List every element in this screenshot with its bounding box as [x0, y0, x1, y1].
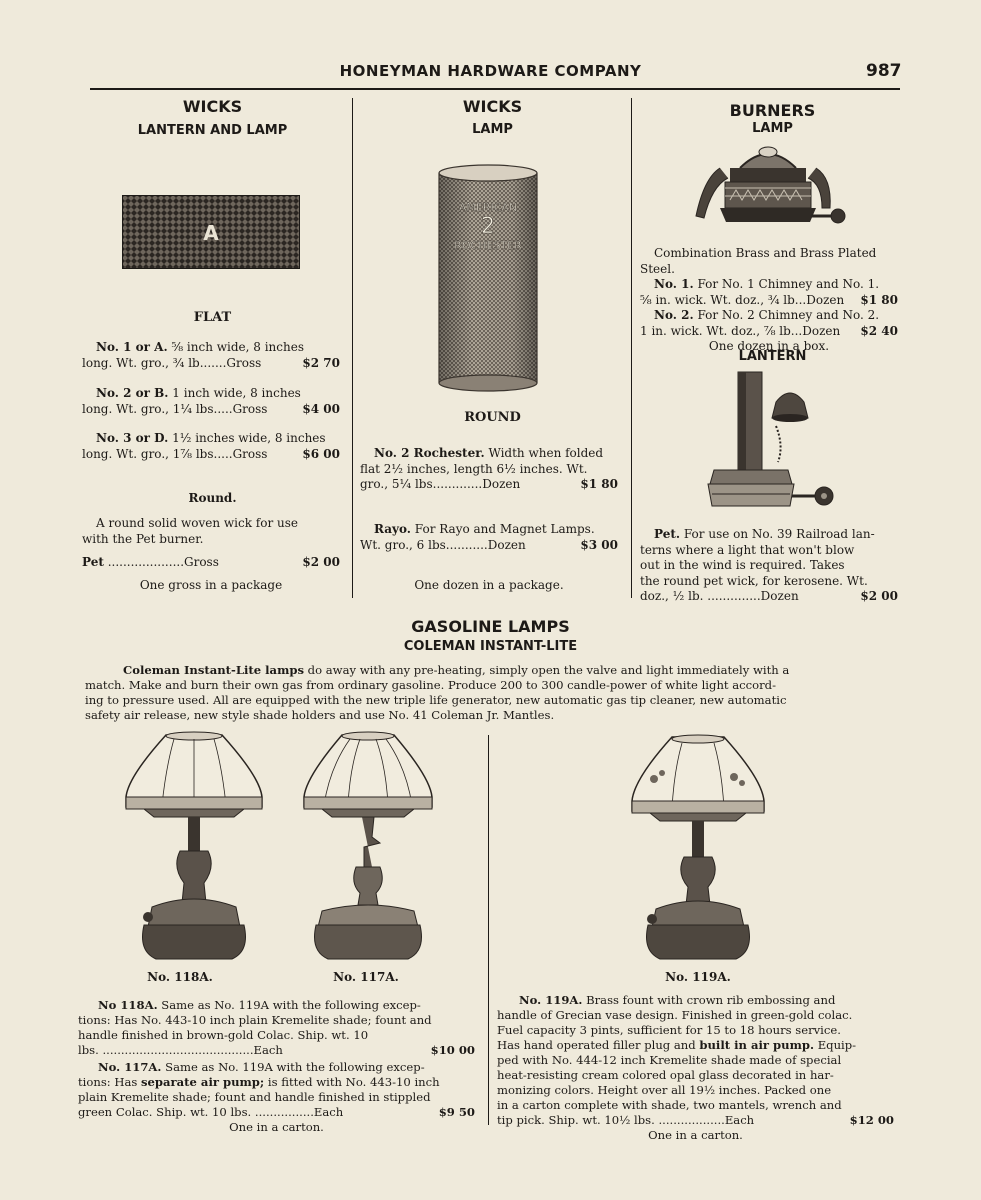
item-line2: long. Wt. gro., 1¼ lbs.....Gross: [82, 401, 268, 416]
round-lamp-heading: ROUND: [464, 410, 521, 425]
flat-wick-item-3: [82, 431, 340, 462]
round-heading: Round.: [188, 491, 237, 505]
desc-119a-price: $12 00: [849, 1113, 894, 1127]
page-header-title: HONEYMAN HARDWARE COMPANY: [339, 62, 642, 80]
intro-bold: Coleman Instant-Lite lamps: [123, 663, 304, 677]
dozen-package-note: One dozen in a package.: [414, 578, 564, 592]
item-line1: ⅝ inch wide, 8 inches: [171, 340, 304, 354]
rayo-price: $3 00: [580, 537, 618, 552]
pet-price: $2 00: [302, 555, 340, 569]
desc-118a: No 118A. Same as No. 119A with the following excep- tions: Has No. 443-10 inch plain Kremelite shade; fount and handle finished in brown-gold Colac. Ship. wt. 10 lbs. .........................................Each $10 00: [78, 998, 475, 1057]
lamp-burner-image: [690, 138, 850, 238]
coleman-subtitle: COLEMAN INSTANT-LITE: [403, 639, 578, 654]
lamp-119a-image: [626, 731, 770, 967]
item-name: No. 1 or A.: [96, 340, 168, 354]
wick-label-american: AMERICAN: [458, 201, 518, 214]
wick-label-number: 2: [481, 214, 495, 239]
wicks-subtitle: LANTERN AND LAMP: [137, 123, 288, 138]
rochester-wick-desc: No. 2 Rochester. Width when folded flat 2½ inches, length 6½ inches. Wt. gro., 5¼ lbs.............Dozen $1 80: [360, 446, 618, 491]
item-line1: 1½ inches wide, 8 inches: [172, 431, 326, 445]
gasoline-lamps-title: GASOLINE LAMPS: [411, 617, 570, 636]
pet-wick-row: [82, 555, 340, 571]
wicks-lamp-subtitle: LAMP: [472, 122, 513, 137]
lamp-117a-image: [300, 727, 436, 967]
burners-subtitle: LAMP: [752, 121, 793, 136]
burners-title: BURNERS: [729, 101, 816, 120]
burner-no1-price: $1 80: [860, 292, 898, 307]
burner-no1-name: No. 1.: [654, 277, 694, 291]
lantern-heading: LANTERN: [738, 349, 807, 364]
rochester-name: No. 2 Rochester.: [374, 446, 485, 460]
round-wick-image: [436, 163, 540, 393]
pet-lantern-name: Pet.: [654, 527, 681, 541]
item-name: No. 2 or B.: [96, 386, 169, 400]
item-price: $4 00: [302, 401, 340, 416]
flat-heading: FLAT: [193, 310, 232, 325]
round-desc-line2: with the Pet burner.: [82, 531, 204, 546]
item-line2: long. Wt. gro., 1⅞ lbs.....Gross: [82, 446, 268, 461]
desc-117a-note: One in a carton.: [229, 1120, 324, 1134]
column-divider-2: [631, 98, 632, 598]
caption-118a: No. 118A.: [147, 970, 213, 984]
item-line1: 1 inch wide, 8 inches: [172, 386, 301, 400]
caption-117a: No. 117A.: [333, 970, 399, 984]
lamp-118a-image: [122, 727, 266, 967]
burner-description: Combination Brass and Brass Plated Steel. No. 1. For No. 1 Chimney and No. 1. ⅝ in. wick. Wt. doz., ¾ lb...Dozen $1 80 No. 2. For No. 2 Chimney and No. 2. 1 in. wick. Wt. doz., ⅞ lb...Dozen $2 40 One dozen in a box.: [640, 246, 898, 353]
round-wick-desc: [82, 516, 340, 547]
wicks-lamp-title: WICKS: [462, 97, 523, 116]
desc-119a-note: One in a carton.: [648, 1128, 743, 1142]
flat-wick-item-1: [82, 340, 340, 371]
wicks-title: WICKS: [182, 97, 243, 116]
box-note: One dozen in a box.: [708, 339, 830, 353]
rayo-name: Rayo.: [374, 522, 411, 536]
item-price: $6 00: [302, 446, 340, 461]
column-divider-1: [352, 98, 353, 598]
pet-name: Pet: [82, 555, 104, 569]
desc-119a-name: No. 119A.: [519, 993, 583, 1007]
desc-117a-name: No. 117A.: [98, 1060, 162, 1074]
coleman-intro: Coleman Instant-Lite lamps do away with any pre-heating, simply open the valve and light immediately with a match. Make and burn their own gas from ordinary gasoline. Produce 200 to 300 candle-power of white light accord- ing to pressure used. All are equipped with the new triple life generator, new automatic gas tip cleaner, new automatic safety air release, new style shade holders and use No. 41 Coleman Jr. Mantles.: [85, 663, 790, 722]
rayo-wick-desc: Rayo. For Rayo and Magnet Lamps. Wt. gro., 6 lbs...........Dozen $3 00: [360, 522, 618, 552]
desc-119a: No. 119A. Brass fount with crown rib embossing and handle of Grecian vase design. Finished in green-gold colac. Fuel capacity 3 pints, sufficient for 15 to 18 hours service. Has hand operated filler plug and built in air pump. Equip- ped with No. 444-12 inch Kremelite shade made of special heat-resisting cream colored opal glass decorated in har- monizing colors. Height over all 19½ inches. Packed one in a carton complete with shade, two mantels, wrench and tip pick. Ship. wt. 10½ lbs. ..................Each $12 00 One in a carton.: [497, 993, 894, 1142]
gasoline-divider: [488, 735, 489, 1125]
caption-119a: No. 119A.: [665, 970, 731, 984]
desc-117a-price: $9 50: [438, 1105, 475, 1119]
page-number: 987: [866, 61, 902, 81]
header-rule: [90, 88, 900, 90]
round-desc-line1: A round solid woven wick for use: [96, 516, 298, 530]
item-name: No. 3 or D.: [96, 431, 169, 445]
desc-117a: No. 117A. Same as No. 119A with the following excep- tions: Has separate air pump; is fitted with No. 443-10 inch plain Kremelite shade; fount and handle finished in stippled green Colac. Ship. wt. 10 lbs. ................Each $9 50 One in a carton.: [78, 1060, 475, 1134]
item-line2: long. Wt. gro., ¾ lb.......Gross: [82, 355, 262, 370]
burner-no2-price: $2 40: [860, 323, 898, 338]
pet-lantern-price: $2 00: [860, 589, 898, 603]
gross-package-note: One gross in a package: [139, 578, 283, 592]
flat-wick-letter: A: [203, 221, 219, 245]
pet-lantern-desc: Pet. For use on No. 39 Railroad lan- terns where a light that won't blow out in the wind is required. Takes the round pet wick, for kerosene. Wt. doz., ½ lb. ..............Dozen $2 00: [640, 527, 898, 603]
desc-118a-name: No 118A.: [98, 998, 158, 1012]
item-price: $2 70: [302, 355, 340, 370]
flat-wick-image: [122, 195, 300, 269]
wick-label-rochester: ROCHESTER: [454, 239, 522, 252]
lantern-burner-image: [700, 366, 850, 522]
burner-no2-name: No. 2.: [654, 308, 694, 322]
rochester-price: $1 80: [580, 477, 618, 491]
desc-118a-price: $10 00: [430, 1043, 475, 1057]
flat-wick-item-2: [82, 386, 340, 417]
pet-dots: ....................Gross: [107, 555, 219, 569]
